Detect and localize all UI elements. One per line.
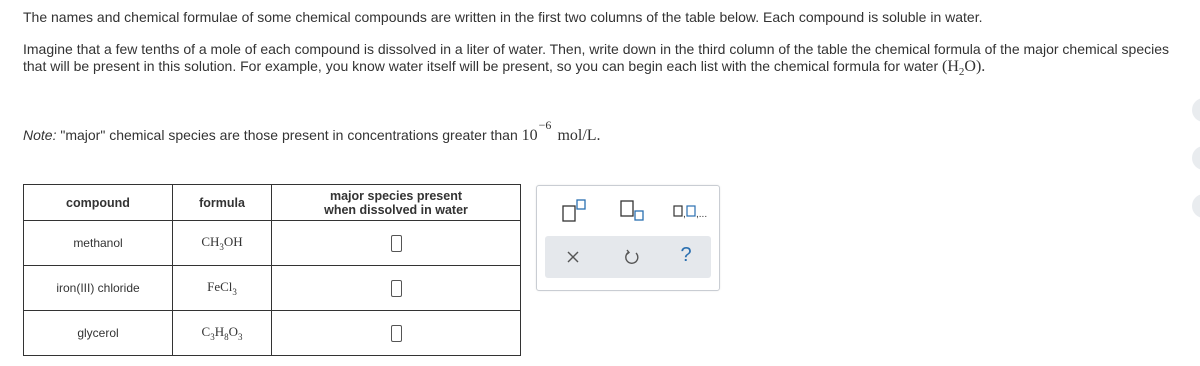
compound-formula — [173, 266, 272, 311]
compound-name: methanol — [24, 221, 173, 266]
table-row — [24, 266, 521, 311]
answer-input[interactable] — [391, 280, 402, 297]
header-formula: formula — [173, 185, 272, 221]
edge-decoration — [1192, 98, 1200, 122]
formula-subscript: 3 — [219, 242, 224, 252]
header-species-line2: when dissolved in water — [324, 202, 468, 217]
formula-part: FeCl — [207, 279, 233, 294]
palette-action-bar — [545, 236, 711, 278]
subscript-icon — [619, 199, 645, 223]
formula-subscript: 8 — [224, 332, 229, 342]
header-compound: compound — [24, 185, 173, 221]
undo-button[interactable] — [623, 248, 641, 266]
header-species — [272, 185, 521, 221]
species-answer-cell[interactable] — [272, 221, 521, 266]
superscript-icon — [561, 199, 587, 223]
water-formula-open: (H — [942, 58, 959, 75]
formula-part: CH — [201, 234, 220, 249]
intro-paragraph-2-text: Imagine that a few tenths of a mole of each compound is dissolved in a liter of water. Then, write down in the third column of the table the chemical formula of the major chemical species that will be present in this solution. For example, you know water itself will be present, so you can begin each list with the chemical formula for water — [23, 41, 1170, 74]
help-button[interactable]: ? — [680, 244, 692, 266]
formula-part: OH — [223, 234, 243, 249]
edge-decoration — [1192, 146, 1200, 170]
intro-paragraph-1: The names and chemical formulae of some chemical compounds are written in the first two columns of the table below. Each compound is soluble in water. — [23, 9, 983, 25]
table-header-row — [24, 185, 521, 221]
superscript-button[interactable] — [561, 199, 587, 223]
formula-part: O — [228, 324, 238, 339]
table-row — [24, 221, 521, 266]
formula-part: H — [214, 324, 225, 339]
note-unit: mol/L. — [557, 127, 601, 144]
intro-paragraph-2 — [23, 41, 1173, 81]
water-formula-subscript: 2 — [958, 66, 965, 78]
answer-input[interactable] — [391, 235, 402, 252]
formula-part: C — [201, 324, 211, 339]
compound-formula — [173, 221, 272, 266]
svg-text:,...: ,... — [696, 209, 708, 220]
note-base: 10 — [521, 127, 538, 144]
header-species-line1: major species present — [329, 188, 462, 203]
formula-subscript: 3 — [237, 332, 243, 342]
svg-text:,: , — [683, 209, 686, 220]
compounds-table — [23, 184, 521, 356]
close-icon — [565, 249, 581, 265]
species-answer-cell[interactable] — [272, 266, 521, 311]
water-formula-close: O). — [964, 58, 986, 75]
formula-subscript: 3 — [210, 332, 215, 342]
list-icon — [673, 202, 713, 222]
compound-name: iron(III) chloride — [24, 266, 173, 311]
math-palette — [536, 185, 720, 291]
compound-name: glycerol — [24, 311, 173, 356]
note — [23, 118, 601, 145]
table-row — [24, 311, 521, 356]
note-label: Note: — [23, 127, 57, 143]
note-text: "major" chemical species are those present in concentrations greater than — [56, 127, 522, 143]
list-button[interactable] — [673, 202, 713, 222]
subscript-button[interactable] — [619, 199, 645, 223]
compound-formula — [173, 311, 272, 356]
undo-icon — [623, 248, 641, 266]
edge-decoration — [1192, 194, 1200, 218]
note-exponent: −6 — [538, 118, 552, 132]
clear-button[interactable] — [565, 249, 581, 265]
formula-subscript: 3 — [232, 287, 237, 297]
species-answer-cell[interactable] — [272, 311, 521, 356]
answer-input[interactable] — [391, 325, 402, 342]
water-formula — [942, 58, 986, 78]
